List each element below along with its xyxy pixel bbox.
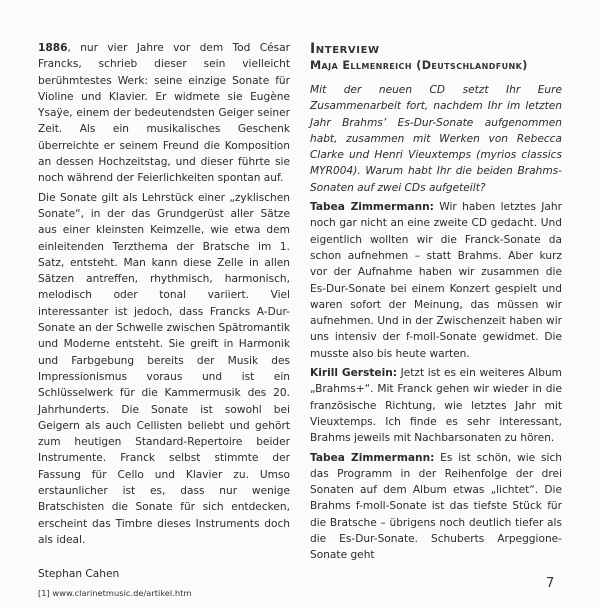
intro-paragraph-text: , nur vier Jahre vor dem Tod César Francks, schrieb dieser sein vielleicht berühmtestes Werk: seine einzige Sonate für Violine und Klavier. Er widmete sie Eugène Ysaÿe, einem der bedeutendsten Geiger seiner Zeit. Als ein musikalisches Geschenk überreichte er seinem Freund die Komposition an dessen Hochzeitstag, und dieser führte sie noch während der Feierlichkeiten spontan auf.	[38, 42, 290, 185]
intro-year: 1886	[38, 42, 68, 54]
interview-answer-2	[310, 365, 562, 446]
section-heading: Interview	[310, 41, 380, 57]
right-column	[310, 40, 562, 564]
answer-text: Es ist schön, wie sich das Programm in der Reihenfolge der drei Sonaten auf dem Album etwas „lichtet“. Die Brahms f-moll-Sonate ist das tiefste Stück für die Bratsche – übrigens noch deutlich tiefer als die Es-Dur-Sonate. Schuberts Arpeggione-Sonate geht	[310, 451, 563, 562]
answer-speaker: Tabea Zimmermann:	[310, 451, 435, 464]
interviewer-name: Maja Ellmenreich (Deutschlandfunk)	[310, 59, 528, 72]
answer-text: Wir haben letztes Jahr noch gar nicht an eine zweite CD gedacht. Und eigentlich wollten wir die Franck-Sonate da schon aufnehmen – statt Brahms. Aber kurz vor der Aufnahme haben wir zusammen die Es-Dur-Sonate bei einem Konzert gespielt und waren sofort der Meinung, das müssen wir aufnehmen. Und in der Zwischenzeit haben wir uns intensiv der f-moll-Sonate gewidmet. Die musste also bis heute warten.	[310, 201, 562, 360]
footnote: [1] www.clarinetmusic.de/artikel.htm	[38, 587, 192, 598]
answer-text: Jetzt ist es ein weiteres Album „Brahms+“. Mit Franck gehen wir wieder in die französische Richtung, wie letztes Jahr mit Vieuxtemps. Ich finde es sehr interessant, Brahms jeweils mit Nachbarsonaten zu hören.	[310, 367, 562, 445]
page-number: 7	[546, 576, 555, 591]
author-signature: Stephan Cahen	[38, 568, 120, 581]
answer-speaker: Kirill Gerstein:	[310, 367, 397, 380]
interview-answer-3	[310, 450, 562, 564]
interview-question: Mit der neuen CD setzt Ihr Eure Zusammenarbeit fort, nachdem Ihr im letzten Jahr Brahms’ Es-Dur-Sonate aufgenommen habt, zusammen mit Werken von Rebecca Clarke und Henri Vieuxtemps (myrios classics MYR004). Warum habt Ihr die beiden Brahms-Sonaten auf zwei CDs aufgeteilt?	[310, 84, 562, 194]
intro-paragraph	[38, 40, 290, 187]
left-column	[38, 40, 290, 599]
interview-answer-1	[310, 199, 562, 362]
analysis-paragraph: Die Sonate gilt als Lehrstück einer „zyklischen Sonate“, in der das Grundgerüst aller Sätze aus einer kleinsten Keimzelle, wie etwa dem einleitenden Terzthema der Bratsche im 1. Satz, entsteht. Man kann diese Zelle in allen Sätzen antreffen, rhythmisch, harmonisch, melodisch oder tonal variiert. Viel interessanter ist jedoch, dass Francks A-Dur-Sonate an der Schwelle zwischen Spätromantik und Moderne entsteht. Sie greift in Harmonik und Farbgebung bereits der Musik des Impressionismus voraus und ist ein Schlüsselwerk für die Kammermusik des 20. Jahrhunderts. Die Sonate ist sowohl bei Geigern als auch Cellisten beliebt und gehört zum heutigen Standard-Repertoire beider Instrumente. Franck selbst stimmte der Fassung für Cello und Klavier zu. Umso erstaunlicher ist es, dass nur wenige Bratschisten die Sonate für sich entdecken, erscheint das Timbre dieses Instruments doch als ideal.	[38, 191, 290, 546]
answer-speaker: Tabea Zimmermann:	[310, 201, 434, 214]
